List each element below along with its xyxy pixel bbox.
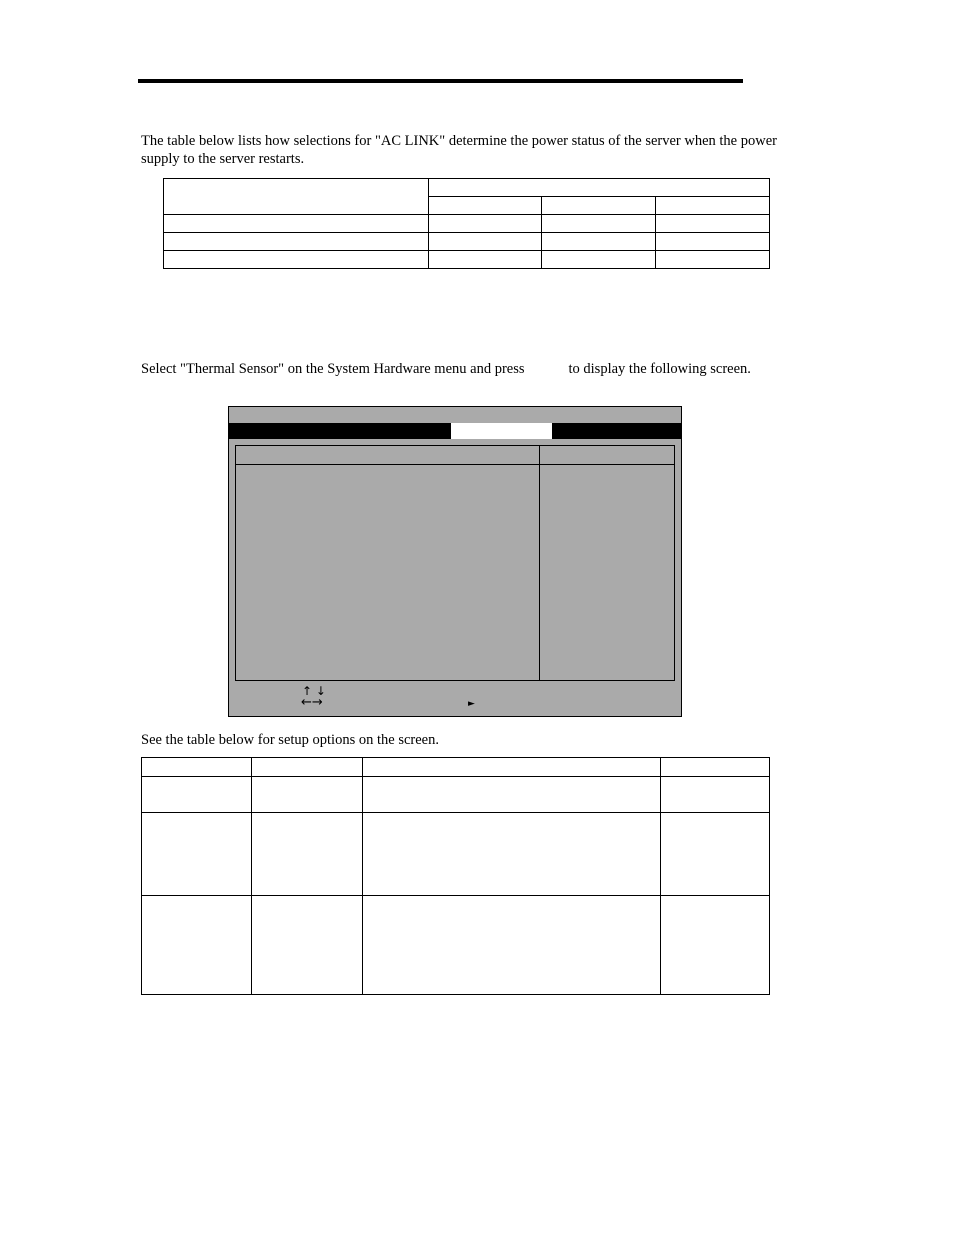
table-cell [656,251,770,269]
up-down-arrows-icon: ↑ ↓ [302,684,326,698]
table-row [142,813,770,896]
table-cell [542,197,656,215]
item-help-panel [540,445,675,681]
table-cell [656,197,770,215]
table-cell [661,777,770,813]
table-cell [429,251,542,269]
table-cell [363,813,661,896]
table-row [142,758,770,777]
table-cell [252,758,363,777]
table-cell [252,777,363,813]
settings-panel-divider [236,464,539,465]
table-row [164,251,770,269]
header-rule [138,79,743,83]
active-menu-tab[interactable] [451,423,552,439]
bios-setup-screen [228,406,682,717]
table-cell [429,215,542,233]
table-cell [164,233,429,251]
table-cell [661,758,770,777]
left-right-arrows-icon: ←→ [301,695,323,710]
table-cell [542,215,656,233]
help-panel-divider [540,464,674,465]
table-cell [542,233,656,251]
table-cell [142,758,252,777]
table-cell [429,197,542,215]
table-row [142,777,770,813]
ac-link-table [163,178,770,269]
table-row [164,215,770,233]
table-cell [363,758,661,777]
table-row [164,233,770,251]
table-cell [164,251,429,269]
table-row [164,179,770,197]
table-cell [164,179,429,215]
table-cell [542,251,656,269]
thermal-text-after: to display the following screen. [568,361,751,377]
setup-options-intro: See the table below for setup options on the screen. [141,732,439,748]
table-cell [429,233,542,251]
thermal-sensor-intro [141,360,781,378]
table-cell [429,179,770,197]
thermal-text-before: Select "Thermal Sensor" on the System Hardware menu and press [141,361,525,377]
table-cell [142,777,252,813]
table-cell [142,813,252,896]
table-cell [363,777,661,813]
settings-panel [235,445,540,681]
table-cell [252,896,363,995]
table-cell [142,896,252,995]
table-cell [363,896,661,995]
table-cell [656,215,770,233]
table-cell [656,233,770,251]
table-row [142,896,770,995]
ac-link-intro: The table below lists how selections for "AC LINK" determine the power status of the server when the power supply to the server restarts. [141,133,777,167]
table-cell [252,813,363,896]
table-cell [661,896,770,995]
setup-options-table [141,757,770,995]
table-cell [164,215,429,233]
table-cell [661,813,770,896]
submenu-arrow-icon: ► [468,699,475,709]
